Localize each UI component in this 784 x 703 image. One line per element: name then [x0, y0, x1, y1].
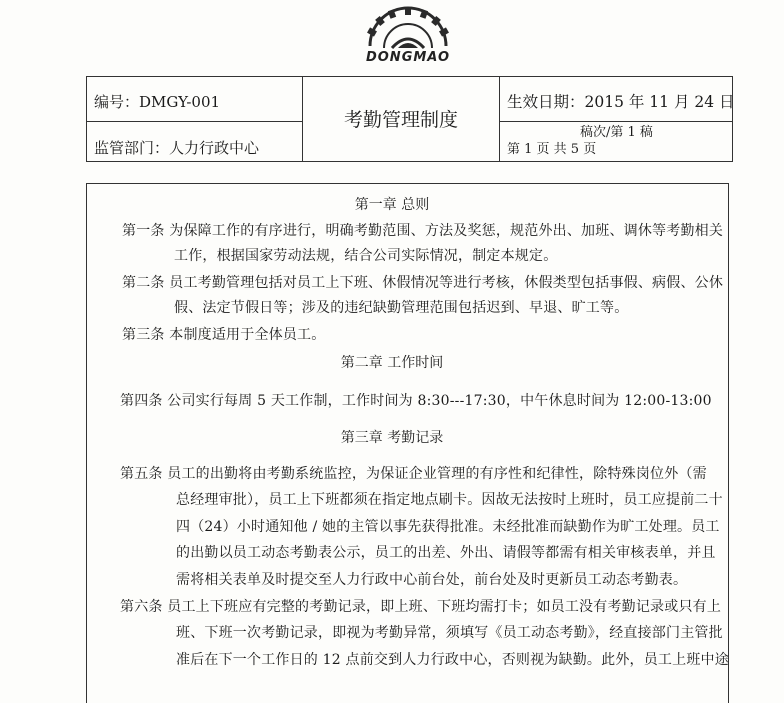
header-left [87, 77, 303, 161]
chapter-3-heading: 第三章 考勤记录 [340, 430, 444, 446]
article-5-line-1: 第五条 员工的出勤将由考勤系统监控，为保证企业管理的有序性和纪律性，除特殊岗位外（需 [120, 466, 707, 482]
document-code: 编号：DMGY-001 [94, 93, 221, 111]
article-5-line-4: 的出勤以员工动态考勤表公示，员工的出差、外出、请假等都需有相关审核表单，并且 [176, 545, 716, 561]
article-2-line-2: 假、法定节假日等；涉及的违纪缺勤管理范围包括迟到、早退、旷工等。 [174, 300, 629, 316]
article-4-line-1: 第四条 公司实行每周 5 天工作制，工作时间为 8:30---17:30，中午休息时间为 12:00-13:00 [120, 393, 712, 409]
department: 监管部门：人力行政中心 [94, 139, 260, 157]
article-5-line-3: 四（24）小时通知他 / 她的主管以事先获得批准。未经批准而缺勤作为旷工处理。员工 [176, 519, 720, 535]
article-6-line-3: 准后在下一个工作日的 12 点前交到人力行政中心，否则视为缺勤。此外，员工上班中途 [176, 652, 729, 668]
header-right [500, 77, 735, 161]
gear-logo-icon [362, 6, 454, 52]
document-header [86, 76, 733, 162]
article-1-line-1: 第一条 为保障工作的有序进行，明确考勤范围、方法及奖惩，规范外出、加班、调休等考勤相关 [122, 223, 724, 239]
article-1-line-2: 工作，根据国家劳动法规，结合公司实际情况，制定本规定。 [174, 248, 558, 264]
chapter-2-heading: 第二章 工作时间 [340, 355, 444, 371]
version: 稿次/第 1 稿 [580, 125, 653, 140]
header-middle [303, 77, 500, 161]
article-2-line-1: 第二条 员工考勤管理包括对员工上下班、休假情况等进行考核，休假类型包括事假、病假、公休 [122, 275, 724, 291]
company-logo [358, 6, 458, 68]
page-title: 考勤管理制度 [343, 109, 458, 131]
article-5-line-5: 需将相关表单及时提交至人力行政中心前台处，前台处及时更新员工动态考勤表。 [176, 572, 688, 588]
article-5-line-2: 总经理审批），员工上下班都须在指定地点刷卡。因故无法按时上班时，员工应提前二十 [176, 492, 723, 508]
article-6-line-2: 班、下班一次考勤记录，即视为考勤异常，须填写《员工动态考勤》，经直接部门主管批 [176, 625, 723, 641]
article-3-line-1: 第三条 本制度适用于全体员工。 [122, 327, 326, 343]
article-6-line-1: 第六条 员工上下班应有完整的考勤记录，即上班、下班均需打卡；如员工没有考勤记录或只有上 [120, 599, 722, 615]
chapter-1-heading: 第一章 总则 [354, 197, 430, 213]
effective-date: 生效日期：2015 年 11 月 24 日 [507, 93, 735, 111]
logo-text: DONGMAO [365, 50, 451, 65]
page-info: 第 1 页 共 5 页 [507, 142, 597, 157]
